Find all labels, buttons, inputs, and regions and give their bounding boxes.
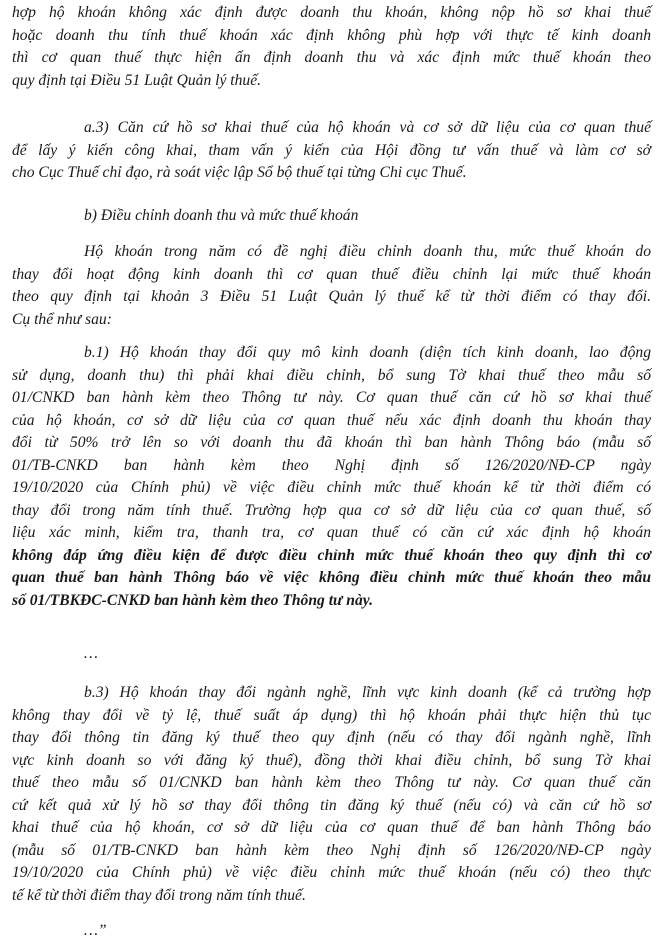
text-line: quan thuế ban hành Thông báo về việc không điều chỉnh mức thuế khoán theo mẫu — [12, 569, 651, 586]
ellipsis-1 — [0, 643, 661, 666]
text-line: thuế theo mẫu số 01/CNKD ban hành kèm theo Thông tư này. Cơ quan thuế căn — [12, 774, 651, 791]
text-line: 01/CNKD ban hành kèm theo Thông tư này. Cơ quan thuế căn cứ hồ sơ khai thuế — [12, 389, 651, 406]
text-line: a.3) Căn cứ hồ sơ khai thuế của hộ khoán và cơ sở dữ liệu của cơ quan thuế — [84, 119, 651, 136]
text-line: số 01/TBKĐC-CNKD ban hành kèm theo Thông tư này. — [12, 591, 373, 609]
text-line: Cụ thể như sau: — [12, 310, 112, 328]
text-line: hoặc doanh thu tính thuế khoán xác định không phù hợp với thực tế kinh doanh — [12, 26, 651, 44]
text-line: Hộ khoán trong năm có đề nghị điều chỉnh doanh thu, mức thuế khoán do — [84, 243, 651, 260]
text-line: sử dụng, doanh thu) thì phải khai điều chỉnh, bổ sung Tờ khai thuế theo mẫu số — [12, 366, 651, 384]
paragraph-a3 — [0, 117, 661, 185]
text-line: liệu xác minh, kiểm tra, thanh tra, cơ quan thuế có căn cứ xác định hộ khoán — [12, 524, 651, 541]
ellipsis-2 — [0, 920, 661, 943]
text-line: đổi từ 50% trở lên so với doanh thu đã khoán thì ban hành Thông báo (mẫu số — [12, 434, 651, 451]
text-line: thay đổi hoạt động kinh doanh thì cơ quan thuế điều chỉnh lại mức thuế khoán — [12, 265, 651, 283]
text-line: 19/10/2020 của Chính phủ) về việc điều chỉnh mức thuế khoán kể từ thời điểm có — [12, 479, 651, 496]
text-line: của hộ khoán, cơ sở dữ liệu của cơ quan thuế nếu xác định doanh thu khoán thay — [12, 411, 651, 429]
text-line: cho Cục Thuế chỉ đạo, rà soát việc lập Sổ bộ thuế tại từng Chi cục Thuế. — [12, 164, 467, 181]
text-line: 19/10/2020 của Chính phủ) về việc điều chỉnh mức thuế khoán (nếu có) theo thực — [12, 864, 651, 881]
text-line: không đáp ứng điều kiện để được điều chỉnh mức thuế khoán theo quy định thì cơ — [12, 546, 651, 564]
text-line: 01/TB-CNKD ban hành kèm theo Nghị định số 126/2020/NĐ-CP ngày — [12, 456, 651, 474]
text-line: để lấy ý kiến công khai, tham vấn ý kiến của Hội đồng tư vấn thuế và làm cơ sở — [12, 141, 651, 159]
text-line: (mẫu số 01/TB-CNKD ban hành kèm theo Nghị định số 126/2020/NĐ-CP ngày — [12, 841, 651, 859]
text-line: vực kinh doanh so với đăng ký thuế), đồng thời khai điều chỉnh, bổ sung Tờ khai — [12, 751, 651, 769]
text-line: theo quy định tại khoản 3 Điều 51 Luật Quản lý thuế kể từ thời điểm có thay đổi. — [12, 288, 651, 305]
text-line: quy định tại Điều 51 Luật Quản lý thuế. — [12, 71, 262, 89]
heading-b — [0, 205, 661, 228]
text-line: b.1) Hộ khoán thay đổi quy mô kinh doanh (diện tích kinh doanh, lao động — [84, 344, 651, 361]
text-line: cứ kết quả xử lý hồ sơ thay đổi thông tin đăng ký thuế (nếu có) và căn cứ hồ sơ — [12, 796, 651, 814]
ellipsis: … — [84, 645, 98, 662]
text-line: tế kể từ thời điểm thay đổi trong năm tính thuế. — [12, 886, 306, 904]
text-line: hợp hộ khoán không xác định được doanh thu khoán, không nộp hồ sơ khai thuế — [12, 4, 651, 21]
text-line: thay đổi thông tin đăng ký thuế theo quy định (nếu có thay đổi ngành nghề, lĩnh — [12, 729, 651, 746]
paragraph-b3 — [0, 682, 661, 907]
section-heading: b) Điều chỉnh doanh thu và mức thuế khoán — [84, 207, 359, 224]
text-line: khai thuế của hộ khoán, cơ sở dữ liệu của cơ quan thuế để ban hành Thông báo — [12, 819, 651, 836]
paragraph-b-intro — [0, 241, 661, 331]
text-line: b.3) Hộ khoán thay đổi ngành nghề, lĩnh vực kinh doanh (kể cả trường hợp — [84, 684, 651, 701]
closing-ellipsis: …” — [84, 922, 107, 939]
paragraph-a2-end — [0, 2, 661, 92]
paragraph-b1 — [0, 342, 661, 612]
text-line: thì cơ quan thuế thực hiện ấn định doanh thu và xác định mức thuế khoán theo — [12, 49, 651, 66]
text-line: không thay đổi về tỷ lệ, thuế suất áp dụng) thì hộ khoán phải thực hiện thủ tục — [12, 706, 651, 724]
text-line: thay đổi trong năm tính thuế. Trường hợp qua cơ sở dữ liệu của cơ quan thuế, số — [12, 501, 651, 519]
